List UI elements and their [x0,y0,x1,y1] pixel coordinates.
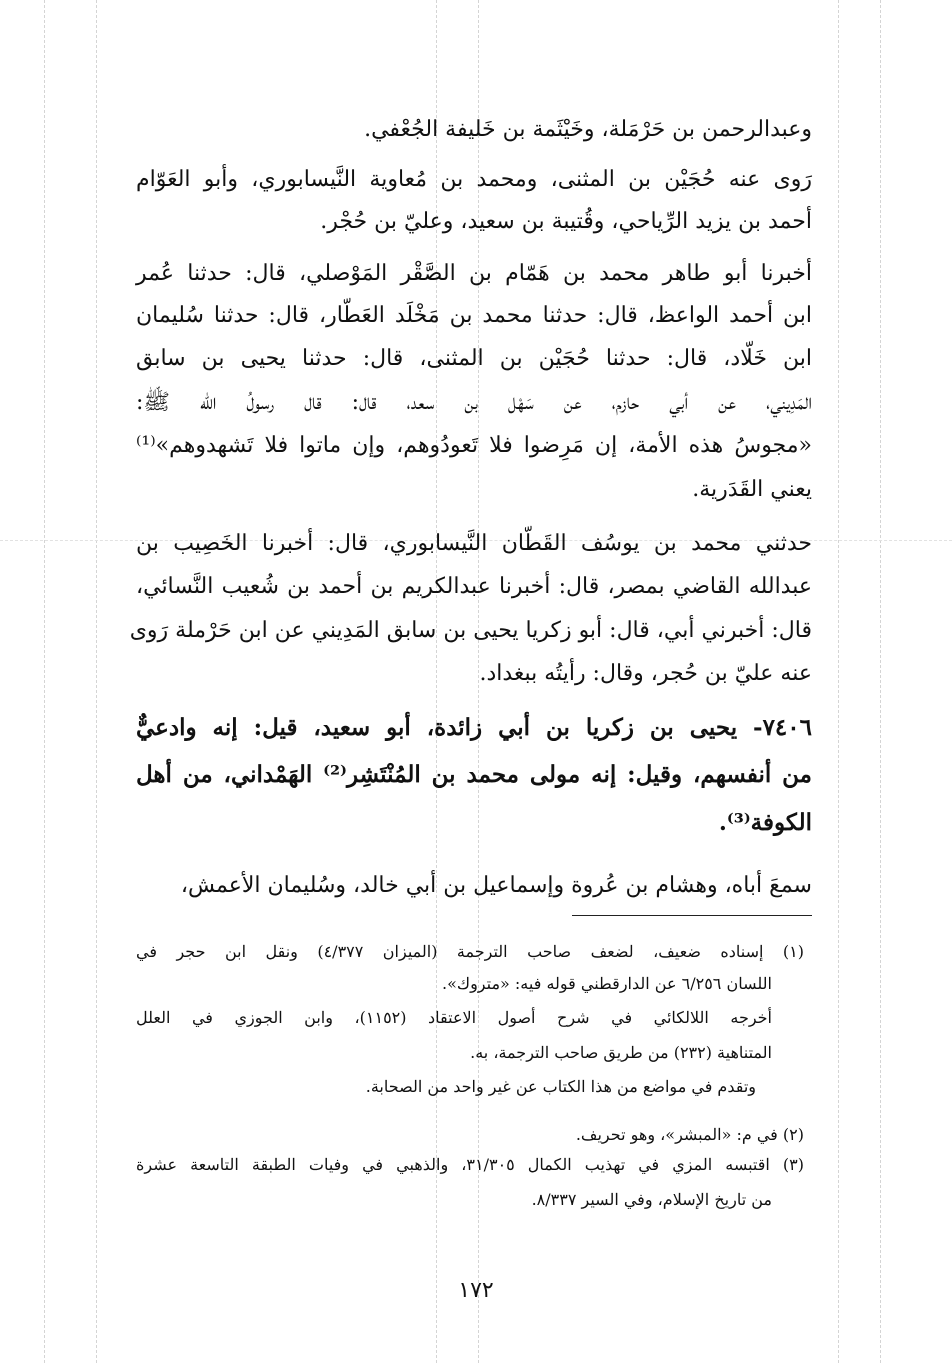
footnote-line: (١) إسناده ضعيف، لضعف صاحب الترجمة (الميزان ٤/٣٧٧) ونقل ابن حجر في [136,942,805,961]
body-line: قال: أخبرني أبي، قال: أبو زكريا يحيى بن سابق المَدِيني عن ابن حَرْملة رَوى [129,618,812,643]
footnote-line: من تاريخ الإسلام، وفي السير ٨/٣٣٧. [531,1190,772,1209]
footnote-line: أخرجه اللالكائي في شرح أصول الاعتقاد (١١٥٢)، وابن الجوزي في العلل [136,1008,773,1027]
footnote-line: اللسان ٦/٢٥٦ عن الدارقطني قوله فيه: «متروك». [442,974,772,993]
scan-guide-line [838,0,839,1363]
scan-guide-line [880,0,881,1363]
footnote-line: وتقدم في مواضع من هذا الكتاب عن غير واحد من الصحابة. [365,1077,756,1096]
body-line: سمعَ أباه، وهشام بن عُروة وإسماعيل بن أبي خالد، وسُليمان الأعمش، [180,873,812,898]
body-line: أحمد بن يزيد الرِّياحي، وقُتيبة بن سعيد، وعليّ بن حُجْر. [320,209,812,234]
body-line: عبدالله القاضي بمصر، قال: أخبرنا عبدالكريم بن أحمد بن شُعيب النَّسائي، [136,574,812,599]
footnote-line: (٣) اقتبسه المزي في تهذيب الكمال ٣١/٣٠٥، والذهبي في وفيات الطبقة التاسعة عشرة [136,1155,804,1174]
body-line: المَدِيني، عن أبي حازم، عن سَهْل بن سعد، قال: قال رسولُ الله ﷺ: [136,390,812,415]
body-line: عنه عليّ بن حُجر، وقال: رأيتُه ببغداد. [479,661,812,686]
footnote-line: (٢) في م: «المبشر»، وهو تحريف. [575,1125,804,1144]
scan-guide-line [44,0,45,1363]
entry-heading-line: من أنفسهم، وقيل: إنه مولى محمد بن المُنْتَشِر⁽²⁾ الهَمْداني، من أهل [136,761,812,788]
body-line: ابن أحمد الواعظ، قال: حدثنا محمد بن مَخْلَد العَطّار، قال: حدثنا سُليمان [136,303,812,328]
page-number: ١٧٢ [458,1278,494,1303]
body-line: وعبدالرحمن بن حَرْمَلة، وخَيْثَمة بن خَليفة الجُعْفي. [364,117,812,142]
body-line: يعني القَدَرية. [692,477,812,502]
scan-guide-line [96,0,97,1363]
footnote-separator [572,915,812,916]
body-line: «مجوسُ هذه الأمة، إن مَرِضوا فلا تَعودُوهم، وإن ماتوا فلا تَشهدوهم»⁽¹⁾ [136,433,812,458]
body-line: رَوى عنه حُجَيْن بن المثنى، ومحمد بن مُعاوية النَّيسابوري، وأبو العَوّام [136,167,812,192]
footnote-line: المتناهية (٢٣٢) من طريق صاحب الترجمة، به. [470,1043,772,1062]
entry-heading-line: ٧٤٠٦- يحيى بن زكريا بن أبي زائدة، أبو سعيد، قيل: إنه وادعيٌّ [136,714,812,741]
body-line: أخبرنا أبو طاهر محمد بن هَمّام بن الصَّقْر المَوْصلي، قال: حدثنا عُمر [136,261,812,286]
body-line: ابن خَلّاد، قال: حدثنا حُجَيْن بن المثنى، قال: حدثنا يحيى بن سابق [136,346,812,371]
entry-heading-line: الكوفة⁽³⁾. [718,809,812,836]
body-line: حدثني محمد بن يوسُف القَطّان النَّيسابوري، قال: أخبرنا الخَصِيب بن [136,531,812,556]
